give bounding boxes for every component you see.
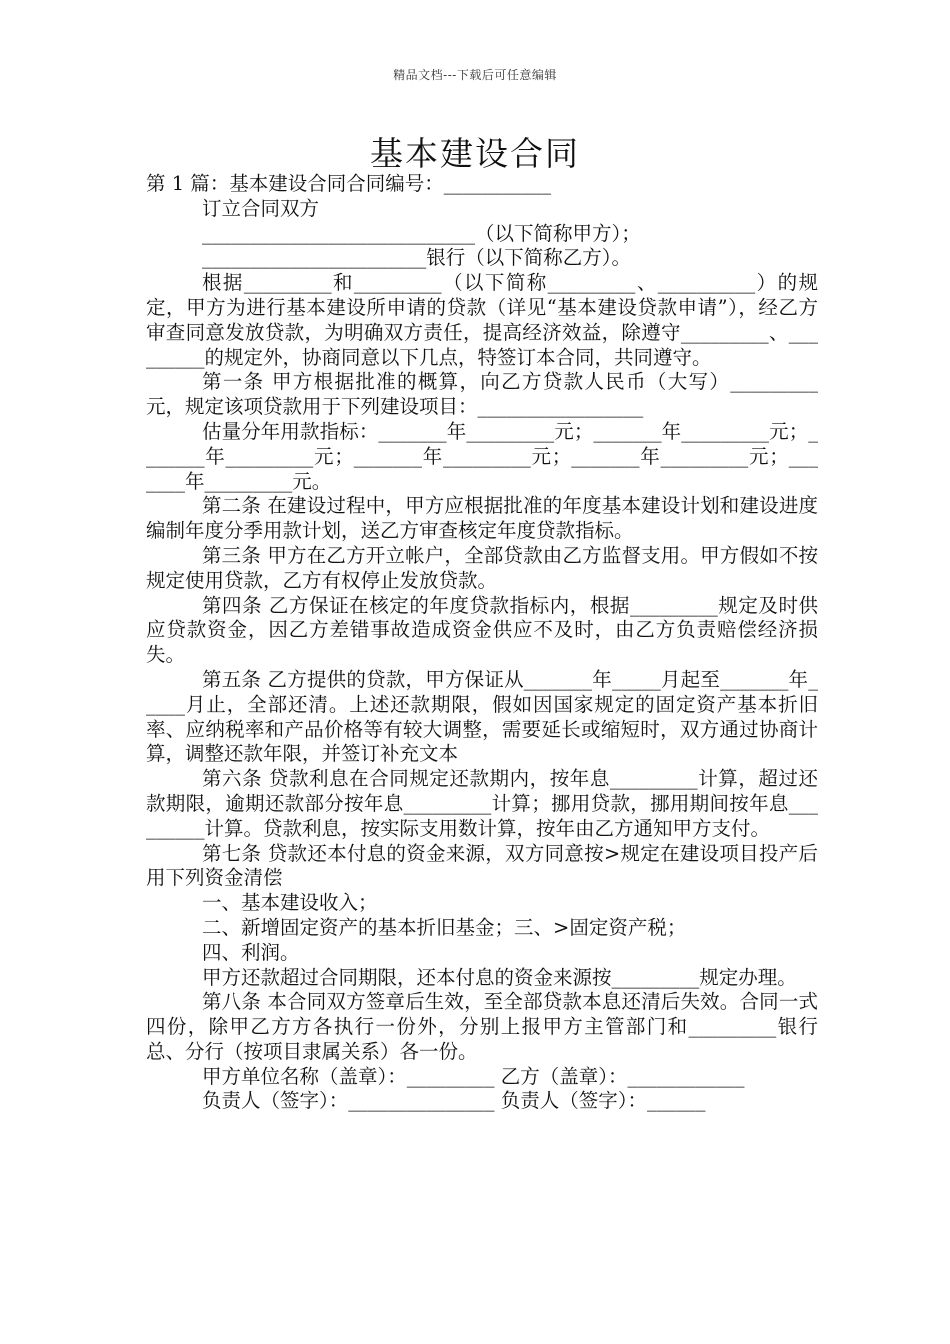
contract-paragraph: 订立合同双方 xyxy=(202,196,320,220)
contract-paragraph: 甲方单位名称（盖章）：_________ 乙方（盖章）：____________ xyxy=(202,1064,745,1088)
contract-paragraph: 第六条 贷款利息在合同规定还款期内，按年息_________计算，超过还款期限，逾期还款部分按年息_________计算；挪用贷款，挪用期间按年息_________计算。贷款利息，按实际支用数计算，按年由乙方通知甲方支付。 xyxy=(146,767,818,840)
contract-paragraph: 第三条 甲方在乙方开立帐户，全部贷款由乙方监督支用。甲方假如不按规定使用贷款，乙方有权停止发放贷款。 xyxy=(146,543,818,592)
contract-paragraph: 二、新增固定资产的基本折旧基金；三、>固定资产税； xyxy=(202,915,687,939)
contract-paragraph: 第二条 在建设过程中，甲方应根据批准的年度基本建设计划和建设进度编制年度分季用款计划，送乙方审查核定年度贷款指标。 xyxy=(146,494,818,543)
page-header: 精品文档---下载后可任意编辑 xyxy=(393,68,557,82)
contract-paragraph: 第五条 乙方提供的贷款，甲方保证从_______年_____月起至_______年_____月止，全部还清。上述还款期限，假如因国家规定的固定资产基本折旧率、应纳税率和产品价格等有较大调整，需要延长或缩短时，双方通过协商计算，调整还款年限，并签订补充文本 xyxy=(146,667,818,766)
contract-paragraph: 甲方还款超过合同期限，还本付息的资金来源按_________规定办理。 xyxy=(202,965,797,989)
contract-paragraph: 第 1 篇：基本建设合同合同编号：___________ xyxy=(146,172,552,195)
document-body xyxy=(146,172,818,1114)
contract-paragraph: 第八条 本合同双方签章后生效，至全部贷款本息还清后失效。合同一式四份，除甲乙方方各执行一份外，分别上报甲方主管部门和_________银行总、分行（按项目隶属关系）各一份。 xyxy=(146,990,818,1063)
contract-paragraph: 根据_________和_________（以下简称_________、__________）的规定，甲方为进行基本建设所申请的贷款（详见“基本建设贷款申请”），经乙方审查同意发放贷款，为明确双方责任，提高经济效益，除遵守_________、_________的规定外，协商同意以下几点，特签订本合同，共同遵守。 xyxy=(146,271,818,369)
contract-paragraph: 估量分年用款指标：_______年_________元；_______年_________元；_______年_________元；_______年_________元；_______年_________元；_______年_________元。 xyxy=(146,419,818,493)
contract-paragraph: 四、利润。 xyxy=(202,940,300,964)
document-title: 基本建设合同 xyxy=(370,134,580,173)
contract-paragraph: _______________________银行（以下简称乙方）。 xyxy=(202,246,632,270)
contract-paragraph: ____________________________（以下简称甲方）； xyxy=(202,221,641,245)
contract-paragraph: 第一条 甲方根据批准的概算，向乙方贷款人民币（大写）_________元，规定该项贷款用于下列建设项目：_________________ xyxy=(146,370,818,419)
contract-paragraph: 第四条 乙方保证在核定的年度贷款指标内，根据_________规定及时供应贷款资金，因乙方差错事故造成资金供应不及时，由乙方负责赔偿经济损失。 xyxy=(146,593,818,667)
contract-paragraph: 负责人（签字）：_______________ 负责人（签字）：______ xyxy=(202,1089,706,1113)
contract-paragraph: 第七条 贷款还本付息的资金来源，双方同意按>规定在建设项目投产后用下列资金清偿 xyxy=(146,841,818,890)
contract-paragraph: 一、基本建设收入； xyxy=(202,891,378,915)
